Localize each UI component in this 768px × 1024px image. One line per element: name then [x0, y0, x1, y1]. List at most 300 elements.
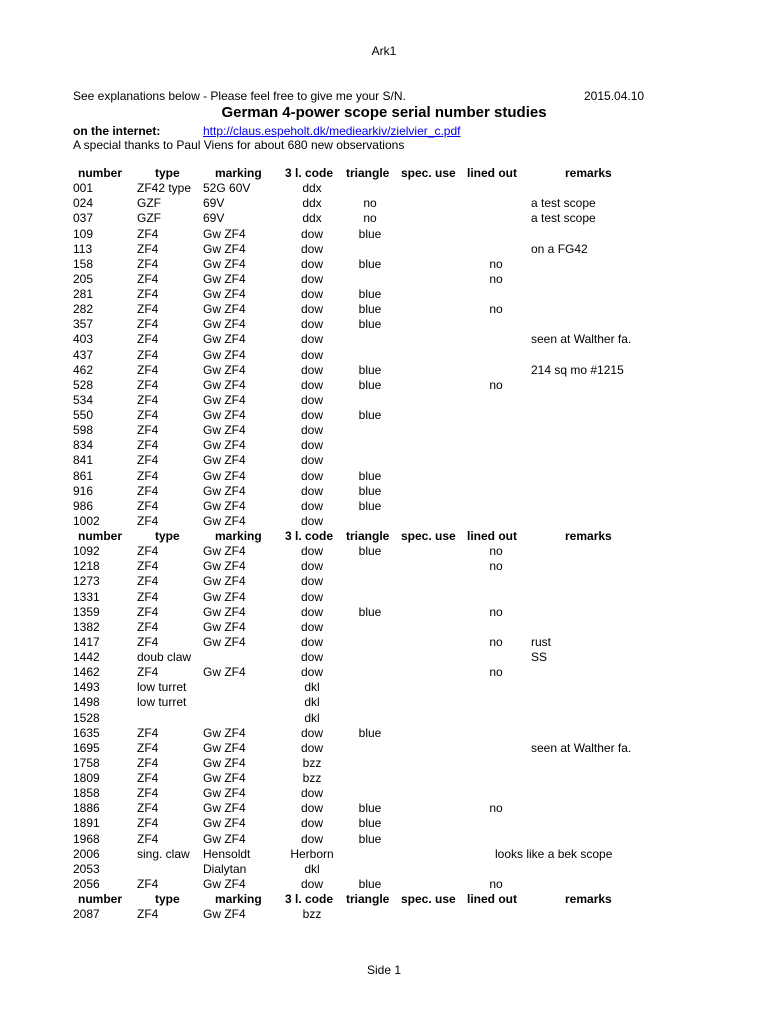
code-cell: dow — [300, 317, 323, 332]
number-cell: 1695 — [73, 740, 100, 755]
number-cell: 024 — [73, 196, 94, 211]
code-cell: dow — [300, 725, 323, 740]
code-cell: dow — [300, 483, 323, 498]
type-cell: GZF — [137, 211, 161, 226]
triangle-cell: blue — [358, 604, 382, 619]
lined-out-cell: no — [489, 876, 503, 891]
lined-out-cell: no — [489, 377, 503, 392]
type-cell: ZF4 — [137, 332, 159, 347]
page-footer: Side 1 — [366, 963, 402, 977]
table-row — [0, 514, 768, 529]
marking-cell: Hensoldt — [203, 846, 251, 861]
number-cell: 437 — [73, 347, 94, 362]
table-row — [0, 877, 768, 892]
number-cell: 1891 — [73, 816, 100, 831]
type-cell: ZF4 — [137, 392, 159, 407]
lined-out-cell: no — [489, 302, 503, 317]
table-row — [0, 332, 768, 347]
type-cell: ZF4 — [137, 816, 159, 831]
table-row — [0, 832, 768, 847]
thanks-text: A special thanks to Paul Viens for about 680 new observations — [73, 138, 405, 152]
marking-cell: Gw ZF4 — [203, 725, 246, 740]
triangle-cell: blue — [358, 498, 382, 513]
table-row — [0, 665, 768, 680]
marking-cell: Gw ZF4 — [203, 438, 246, 453]
triangle-cell: blue — [358, 468, 382, 483]
table-row — [0, 211, 768, 226]
column-header-row — [0, 892, 768, 907]
type-cell: ZF4 — [137, 226, 159, 241]
type-cell: ZF4 — [137, 377, 159, 392]
triangle-cell: blue — [358, 317, 382, 332]
type-cell: ZF4 — [137, 665, 159, 680]
column-header-spec-use: spec. use — [401, 529, 456, 543]
lined-out-cell: no — [489, 801, 503, 816]
code-cell: dow — [300, 619, 323, 634]
table-row — [0, 907, 768, 922]
marking-cell: Gw ZF4 — [203, 876, 246, 891]
marking-cell: Dialytan — [203, 861, 247, 876]
number-cell: 1359 — [73, 604, 100, 619]
column-header-remarks: remarks — [565, 529, 612, 543]
number-cell: 1886 — [73, 801, 100, 816]
marking-cell: Gw ZF4 — [203, 468, 246, 483]
code-cell: dow — [300, 634, 323, 649]
type-cell: ZF4 — [137, 347, 159, 362]
code-cell: dow — [300, 589, 323, 604]
marking-cell: Gw ZF4 — [203, 271, 246, 286]
code-cell: Herborn — [290, 846, 334, 861]
table-row — [0, 711, 768, 726]
triangle-cell: blue — [358, 816, 382, 831]
type-cell: ZF42 type — [137, 181, 192, 196]
column-header-row — [0, 529, 768, 544]
table-row — [0, 499, 768, 514]
internet-label: on the internet: — [73, 124, 161, 138]
marking-cell: Gw ZF4 — [203, 377, 246, 392]
triangle-cell: blue — [358, 544, 382, 559]
type-cell: ZF4 — [137, 831, 159, 846]
type-cell: ZF4 — [137, 513, 159, 528]
number-cell: 550 — [73, 408, 94, 422]
table-row — [0, 302, 768, 317]
table-row — [0, 393, 768, 408]
marking-cell: 52G 60V — [203, 181, 251, 196]
number-cell: 1002 — [73, 513, 100, 528]
table-row — [0, 741, 768, 756]
column-header-row — [0, 166, 768, 181]
code-cell: dow — [300, 392, 323, 407]
number-cell: 986 — [73, 498, 94, 513]
number-cell: 462 — [73, 362, 94, 377]
marking-cell: Gw ZF4 — [203, 408, 246, 422]
table-row — [0, 635, 768, 650]
triangle-cell: blue — [358, 377, 382, 392]
column-header-number: number — [78, 892, 123, 906]
marking-cell: Gw ZF4 — [203, 786, 246, 801]
number-cell: 357 — [73, 317, 94, 332]
table-row — [0, 650, 768, 665]
remarks-cell: a test scope — [531, 211, 596, 226]
column-header-spec-use: spec. use — [401, 166, 456, 180]
column-header-type: type — [155, 529, 180, 543]
lined-out-cell: no — [489, 634, 503, 649]
table-row — [0, 453, 768, 468]
type-cell: ZF4 — [137, 574, 159, 589]
marking-cell: 69V — [203, 211, 225, 226]
remarks-cell: seen at Walther fa. — [531, 740, 632, 755]
number-cell: 037 — [73, 211, 94, 226]
table-row — [0, 816, 768, 831]
table-row — [0, 363, 768, 378]
code-cell: dow — [300, 604, 323, 619]
column-header-lined-out: lined out — [467, 529, 517, 543]
marking-cell: 69V — [203, 196, 225, 211]
marking-cell: Gw ZF4 — [203, 226, 246, 241]
code-cell: dow — [300, 574, 323, 589]
table-row — [0, 786, 768, 801]
code-cell: dow — [300, 287, 323, 301]
type-cell: ZF4 — [137, 907, 159, 922]
column-header-code: 3 l. code — [285, 529, 334, 543]
table-row — [0, 847, 768, 862]
column-header-type: type — [155, 892, 180, 906]
number-cell: 1218 — [73, 559, 100, 574]
table-row — [0, 574, 768, 589]
column-header-number: number — [78, 166, 123, 180]
table-row — [0, 605, 768, 620]
triangle-cell: no — [363, 211, 377, 226]
lined-out-cell: no — [489, 544, 503, 559]
type-cell: ZF4 — [137, 725, 159, 740]
table-row — [0, 756, 768, 771]
type-cell: ZF4 — [137, 423, 159, 438]
table-row — [0, 620, 768, 635]
marking-cell: Gw ZF4 — [203, 317, 246, 332]
number-cell: 113 — [73, 241, 93, 256]
table-row — [0, 771, 768, 786]
serial-number-table — [0, 166, 768, 922]
code-cell: dow — [300, 377, 323, 392]
number-cell: 1273 — [73, 574, 100, 589]
table-row — [0, 484, 768, 499]
remarks-cell: a test scope — [531, 196, 596, 211]
code-cell: dow — [300, 453, 323, 468]
number-cell: 1092 — [73, 544, 100, 559]
table-row — [0, 590, 768, 605]
code-cell: dow — [300, 513, 323, 528]
marking-cell: Gw ZF4 — [203, 513, 246, 528]
column-header-marking: marking — [215, 892, 262, 906]
lined-out-cell: no — [489, 665, 503, 680]
code-cell: dkl — [304, 710, 320, 725]
code-cell: dkl — [304, 680, 320, 695]
code-cell: bzz — [302, 755, 322, 770]
table-row — [0, 196, 768, 211]
page-title: German 4-power scope serial number studies — [221, 104, 547, 121]
type-cell: ZF4 — [137, 438, 159, 453]
type-cell: ZF4 — [137, 604, 159, 619]
table-row — [0, 726, 768, 741]
marking-cell: Gw ZF4 — [203, 801, 246, 816]
code-cell: dkl — [304, 695, 320, 710]
table-row — [0, 257, 768, 272]
triangle-cell: blue — [358, 725, 382, 740]
code-cell: dow — [300, 256, 323, 271]
remarks-cell: 214 sq mo #1215 — [531, 362, 624, 377]
marking-cell: Gw ZF4 — [203, 483, 246, 498]
sheet-name: Ark1 — [371, 44, 397, 58]
type-cell: ZF4 — [137, 801, 159, 816]
type-cell: ZF4 — [137, 559, 159, 574]
type-cell: ZF4 — [137, 241, 159, 256]
lined-out-cell: no — [489, 604, 503, 619]
marking-cell: Gw ZF4 — [203, 559, 246, 574]
number-cell: 528 — [73, 377, 94, 392]
table-row — [0, 680, 768, 695]
code-cell: dow — [300, 226, 323, 241]
number-cell: 158 — [73, 256, 94, 271]
marking-cell: Gw ZF4 — [203, 589, 246, 604]
code-cell: dow — [300, 498, 323, 513]
number-cell: 1498 — [73, 695, 100, 710]
code-cell: dow — [300, 801, 323, 816]
number-cell: 1635 — [73, 725, 100, 740]
code-cell: bzz — [302, 907, 322, 922]
table-row — [0, 801, 768, 816]
number-cell: 534 — [73, 392, 94, 407]
number-cell: 861 — [73, 468, 94, 483]
number-cell: 1417 — [73, 634, 100, 649]
type-cell: low turret — [137, 695, 187, 710]
marking-cell: Gw ZF4 — [203, 347, 246, 362]
marking-cell: Gw ZF4 — [203, 816, 246, 831]
code-cell: dow — [300, 786, 323, 801]
triangle-cell: no — [363, 196, 377, 211]
source-link[interactable]: http://claus.espeholt.dk/mediearkiv/zielvier_c.pdf — [203, 124, 461, 138]
lined-out-cell: no — [489, 271, 503, 286]
column-header-type: type — [155, 166, 180, 180]
code-cell: dkl — [304, 861, 320, 876]
type-cell: ZF4 — [137, 483, 159, 498]
number-cell: 1858 — [73, 786, 100, 801]
table-row — [0, 695, 768, 710]
document-date: 2015.04.10 — [584, 89, 645, 103]
marking-cell: Gw ZF4 — [203, 362, 246, 377]
marking-cell: Gw ZF4 — [203, 544, 246, 559]
marking-cell: Gw ZF4 — [203, 453, 246, 468]
column-header-code: 3 l. code — [285, 166, 334, 180]
number-cell: 834 — [73, 438, 94, 453]
type-cell: ZF4 — [137, 468, 159, 483]
code-cell: ddx — [302, 211, 322, 226]
table-row — [0, 544, 768, 559]
type-cell: ZF4 — [137, 619, 159, 634]
column-header-triangle: triangle — [346, 892, 390, 906]
type-cell: ZF4 — [137, 771, 159, 785]
lined-out-cell: no — [489, 256, 503, 271]
table-row — [0, 317, 768, 332]
type-cell: ZF4 — [137, 362, 159, 377]
type-cell: ZF4 — [137, 302, 159, 317]
number-cell: 2006 — [73, 846, 100, 861]
marking-cell: Gw ZF4 — [203, 574, 246, 589]
type-cell: ZF4 — [137, 634, 159, 649]
remarks-cell: rust — [531, 634, 552, 649]
code-cell: dow — [300, 302, 323, 317]
code-cell: dow — [300, 559, 323, 574]
type-cell: ZF4 — [137, 317, 159, 332]
type-cell: ZF4 — [137, 740, 159, 755]
triangle-cell: blue — [358, 256, 382, 271]
code-cell: dow — [300, 468, 323, 483]
number-cell: 001 — [73, 181, 94, 196]
column-header-lined-out: lined out — [467, 166, 517, 180]
column-header-triangle: triangle — [346, 166, 390, 180]
number-cell: 598 — [73, 423, 94, 438]
table-row — [0, 242, 768, 257]
column-header-marking: marking — [215, 166, 262, 180]
code-cell: dow — [300, 271, 323, 286]
code-cell: dow — [300, 876, 323, 891]
table-row — [0, 438, 768, 453]
number-cell: 281 — [73, 287, 94, 301]
code-cell: bzz — [302, 771, 322, 785]
number-cell: 282 — [73, 302, 94, 317]
marking-cell: Gw ZF4 — [203, 392, 246, 407]
number-cell: 1493 — [73, 680, 100, 695]
marking-cell: Gw ZF4 — [203, 241, 246, 256]
type-cell: GZF — [137, 196, 161, 211]
type-cell: low turret — [137, 680, 187, 695]
number-cell: 1809 — [73, 771, 100, 785]
marking-cell: Gw ZF4 — [203, 619, 246, 634]
table-row — [0, 469, 768, 484]
column-header-number: number — [78, 529, 123, 543]
marking-cell: Gw ZF4 — [203, 755, 246, 770]
marking-cell: Gw ZF4 — [203, 332, 246, 347]
marking-cell: Gw ZF4 — [203, 302, 246, 317]
remarks-cell: seen at Walther fa. — [531, 332, 632, 347]
code-cell: ddx — [302, 181, 322, 196]
marking-cell: Gw ZF4 — [203, 907, 246, 922]
table-row — [0, 181, 768, 196]
marking-cell: Gw ZF4 — [203, 740, 246, 755]
code-cell: dow — [300, 665, 323, 680]
marking-cell: Gw ZF4 — [203, 831, 246, 846]
table-row — [0, 227, 768, 242]
type-cell: ZF4 — [137, 544, 159, 559]
marking-cell: Gw ZF4 — [203, 665, 246, 680]
number-cell: 1462 — [73, 665, 100, 680]
number-cell: 841 — [73, 453, 94, 468]
table-row — [0, 272, 768, 287]
type-cell: ZF4 — [137, 408, 159, 422]
remarks-cell: on a FG42 — [531, 241, 588, 256]
triangle-cell: blue — [358, 302, 382, 317]
remarks-cell: SS — [531, 650, 548, 664]
code-cell: dow — [300, 241, 323, 256]
number-cell: 1382 — [73, 619, 100, 634]
triangle-cell: blue — [358, 831, 382, 846]
type-cell: ZF4 — [137, 498, 159, 513]
column-header-triangle: triangle — [346, 529, 390, 543]
number-cell: 916 — [73, 483, 94, 498]
triangle-cell: blue — [358, 362, 382, 377]
marking-cell: Gw ZF4 — [203, 498, 246, 513]
number-cell: 2056 — [73, 876, 100, 891]
code-cell: dow — [300, 650, 323, 664]
type-cell: ZF4 — [137, 287, 159, 301]
column-header-spec-use: spec. use — [401, 892, 456, 906]
code-cell: dow — [300, 408, 323, 422]
code-cell: dow — [300, 438, 323, 453]
code-cell: dow — [300, 544, 323, 559]
triangle-cell: blue — [358, 876, 382, 891]
number-cell: 109 — [73, 226, 94, 241]
code-cell: dow — [300, 423, 323, 438]
number-cell: 1758 — [73, 755, 100, 770]
table-row — [0, 348, 768, 363]
code-cell: dow — [300, 362, 323, 377]
marking-cell: Gw ZF4 — [203, 256, 246, 271]
number-cell: 2053 — [73, 861, 100, 876]
code-cell: ddx — [302, 196, 322, 211]
marking-cell: Gw ZF4 — [203, 604, 246, 619]
number-cell: 403 — [73, 332, 94, 347]
type-cell: ZF4 — [137, 453, 159, 468]
type-cell: ZF4 — [137, 271, 159, 286]
number-cell: 205 — [73, 271, 94, 286]
marking-cell: Gw ZF4 — [203, 634, 246, 649]
column-header-remarks: remarks — [565, 892, 612, 906]
code-cell: dow — [300, 816, 323, 831]
triangle-cell: blue — [358, 801, 382, 816]
marking-cell: Gw ZF4 — [203, 287, 246, 301]
intro-text: See explanations below - Please feel free to give me your S/N. — [73, 89, 406, 103]
code-cell: dow — [300, 740, 323, 755]
number-cell: 1968 — [73, 831, 100, 846]
column-header-remarks: remarks — [565, 166, 612, 180]
code-cell: dow — [300, 831, 323, 846]
table-row — [0, 408, 768, 423]
type-cell: ZF4 — [137, 876, 159, 891]
table-row — [0, 287, 768, 302]
column-header-lined-out: lined out — [467, 892, 517, 906]
triangle-cell: blue — [358, 226, 382, 241]
number-cell: 1528 — [73, 710, 100, 725]
marking-cell: Gw ZF4 — [203, 771, 246, 785]
type-cell: ZF4 — [137, 786, 159, 801]
type-cell: sing. claw — [137, 846, 190, 861]
table-row — [0, 862, 768, 877]
code-cell: dow — [300, 332, 323, 347]
type-cell: doub claw — [137, 650, 192, 664]
column-header-marking: marking — [215, 529, 262, 543]
number-cell: 2087 — [73, 907, 100, 922]
code-cell: dow — [300, 347, 323, 362]
table-row — [0, 423, 768, 438]
remarks-cell: looks like a bek scope — [495, 846, 613, 861]
marking-cell: Gw ZF4 — [203, 423, 246, 438]
number-cell: 1331 — [73, 589, 100, 604]
number-cell: 1442 — [73, 650, 100, 664]
type-cell: ZF4 — [137, 755, 159, 770]
column-header-code: 3 l. code — [285, 892, 334, 906]
type-cell: ZF4 — [137, 256, 159, 271]
lined-out-cell: no — [489, 559, 503, 574]
table-row — [0, 559, 768, 574]
